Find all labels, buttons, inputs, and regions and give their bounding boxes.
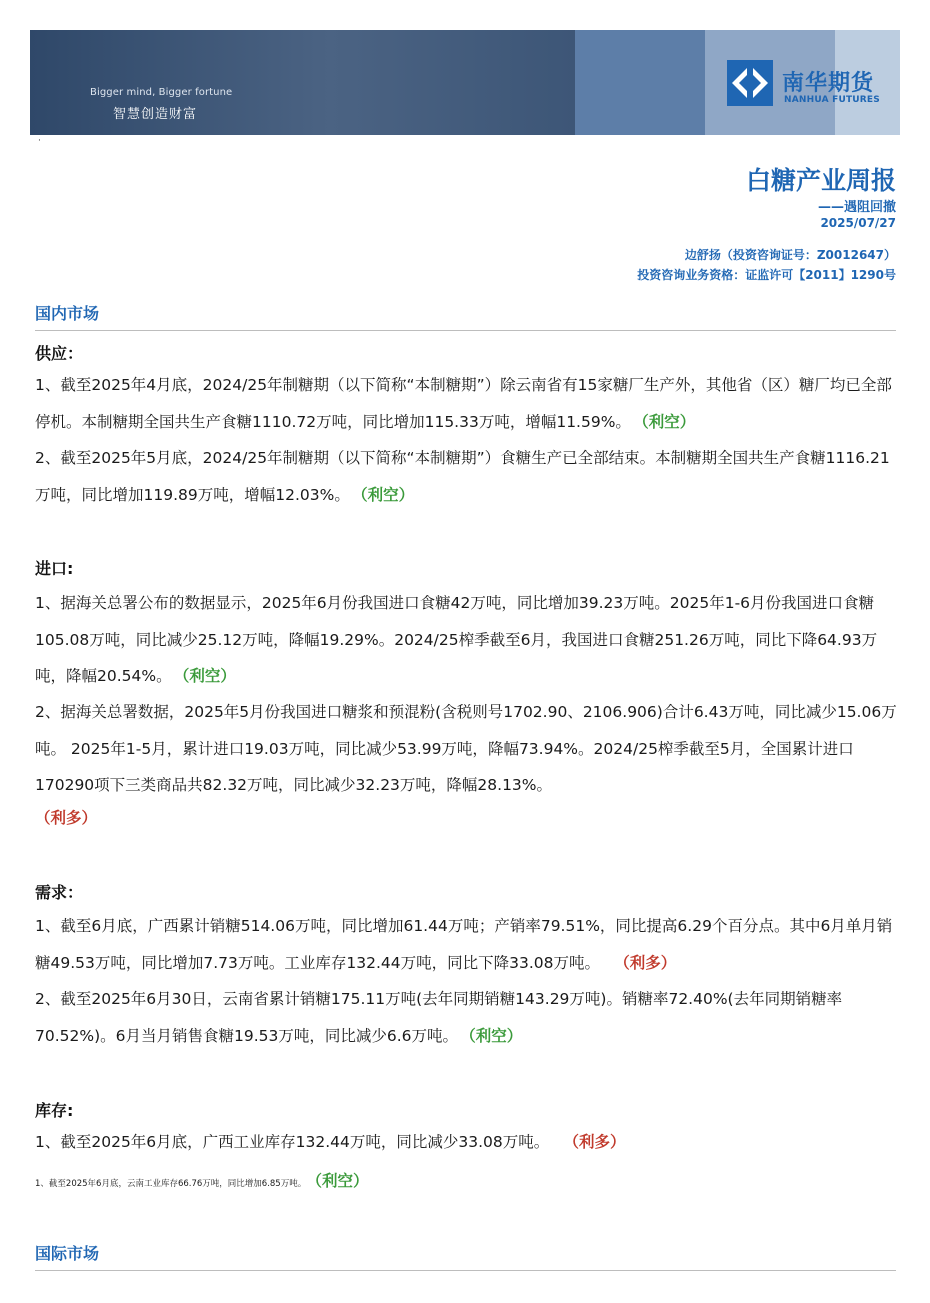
item-text: 2、截至2025年6月30日，云南省累计销糖175.11万吨(去年同期销糖143.29万吨)。销糖率72.40%(去年同期销糖率70.52%)。6月当月销售食糖19.53万吨，同比减少6.6万吨。 [35, 990, 843, 1045]
report-date: 2025/07/27 [820, 216, 896, 230]
import-item [35, 694, 897, 804]
inventory-item [35, 1124, 897, 1161]
license-line: 投资咨询业务资格：证监许可【2011】1290号 [637, 268, 896, 282]
inventory-item [35, 1173, 897, 1192]
report-subtitle: ——遇阻回撤 [817, 200, 896, 215]
page-marker: · [38, 136, 41, 146]
logo-text-chinese: 南华期货 [782, 71, 875, 96]
bearish-tag: （利空） [468, 1026, 523, 1045]
slogan-chinese: 智慧创造财富 [113, 107, 198, 122]
banner-band [575, 30, 705, 135]
nanhua-logo-icon [727, 60, 773, 106]
supply-item [35, 367, 897, 440]
subheading-inventory: 库存: [35, 1101, 74, 1120]
demand-item [35, 908, 897, 981]
section-divider [35, 330, 896, 331]
section-heading-domestic: 国内市场 [35, 304, 100, 323]
author-line: 边舒扬（投资咨询证号：Z0012647） [684, 248, 896, 262]
item-text: 1、截至2025年6月底，云南工业库存66.76万吨，同比增加6.85万吨。 [35, 1179, 307, 1189]
bullish-tag: （利多） [622, 953, 677, 972]
report-title: 白糖产业周报 [745, 166, 896, 195]
bullish-tag: （利多） [571, 1133, 626, 1151]
subheading-supply: 供应： [35, 344, 84, 363]
demand-item [35, 981, 897, 1054]
section-divider [35, 1270, 896, 1271]
item-text: 2、据海关总署数据，2025年5月份我国进口糖浆和预混粉(含税则号1702.90、2106.906)合计6.43万吨，同比减少15.06万吨。 2025年1-5月，累计进口19.03万吨，同比减少53.99万吨，降幅73.94%。2024/25榨季截至5月，全国累计进口170290项下三类商品共82.32万吨，同比减少32.23万吨，降幅28.13%。 [35, 703, 897, 794]
bearish-tag: （利空） [640, 412, 696, 431]
item-text: 2、截至2025年5月底，2024/25年制糖期（以下简称“本制糖期”）食糖生产已全部结束。本制糖期全国共生产食糖1116.21万吨，同比增加119.89万吨，增幅12.03%。 [35, 449, 890, 504]
item-text: 1、据海关总署公布的数据显示，2025年6月份我国进口食糖42万吨，同比增加39.23万吨。2025年1-6月份我国进口食糖105.08万吨，同比减少25.12万吨，降幅19.29%。2024/25榨季截至6月，我国进口食糖251.26万吨，同比下降64.93万吨，降幅20.54%。 [35, 594, 878, 685]
slogan-english: Bigger mind, Bigger fortune [90, 87, 233, 98]
logo-text-english: NANHUA FUTURES [784, 95, 880, 105]
subheading-import: 进口: [35, 559, 74, 578]
item-text: 1、截至6月底，广西累计销糖514.06万吨，同比增加61.44万吨；产销率79.51%，同比提高6.29个百分点。其中6月单月销糖49.53万吨，同比增加7.73万吨。工业库存132.44万吨，同比下降33.08万吨。 [35, 917, 893, 972]
banner-band [30, 30, 575, 135]
subheading-demand: 需求： [35, 883, 84, 902]
bullish-tag: （利多） [35, 809, 98, 827]
section-heading-international: 国际市场 [35, 1244, 100, 1263]
import-item [35, 585, 897, 695]
bearish-tag: （利空） [181, 667, 236, 685]
bearish-tag: （利空） [359, 485, 415, 504]
item-text: 1、截至2025年6月底，广西工业库存132.44万吨，同比减少33.08万吨。 [35, 1133, 550, 1151]
item-text: 1、截至2025年4月底，2024/25年制糖期（以下简称“本制糖期”）除云南省有15家糖厂生产外，其他省（区）糖厂均已全部停机。本制糖期全国共生产食糖1110.72万吨，同比增加115.33万吨，增幅11.59%。 [35, 376, 892, 431]
header-banner [30, 30, 900, 135]
bearish-tag: （利空） [314, 1172, 369, 1190]
supply-item [35, 440, 897, 513]
